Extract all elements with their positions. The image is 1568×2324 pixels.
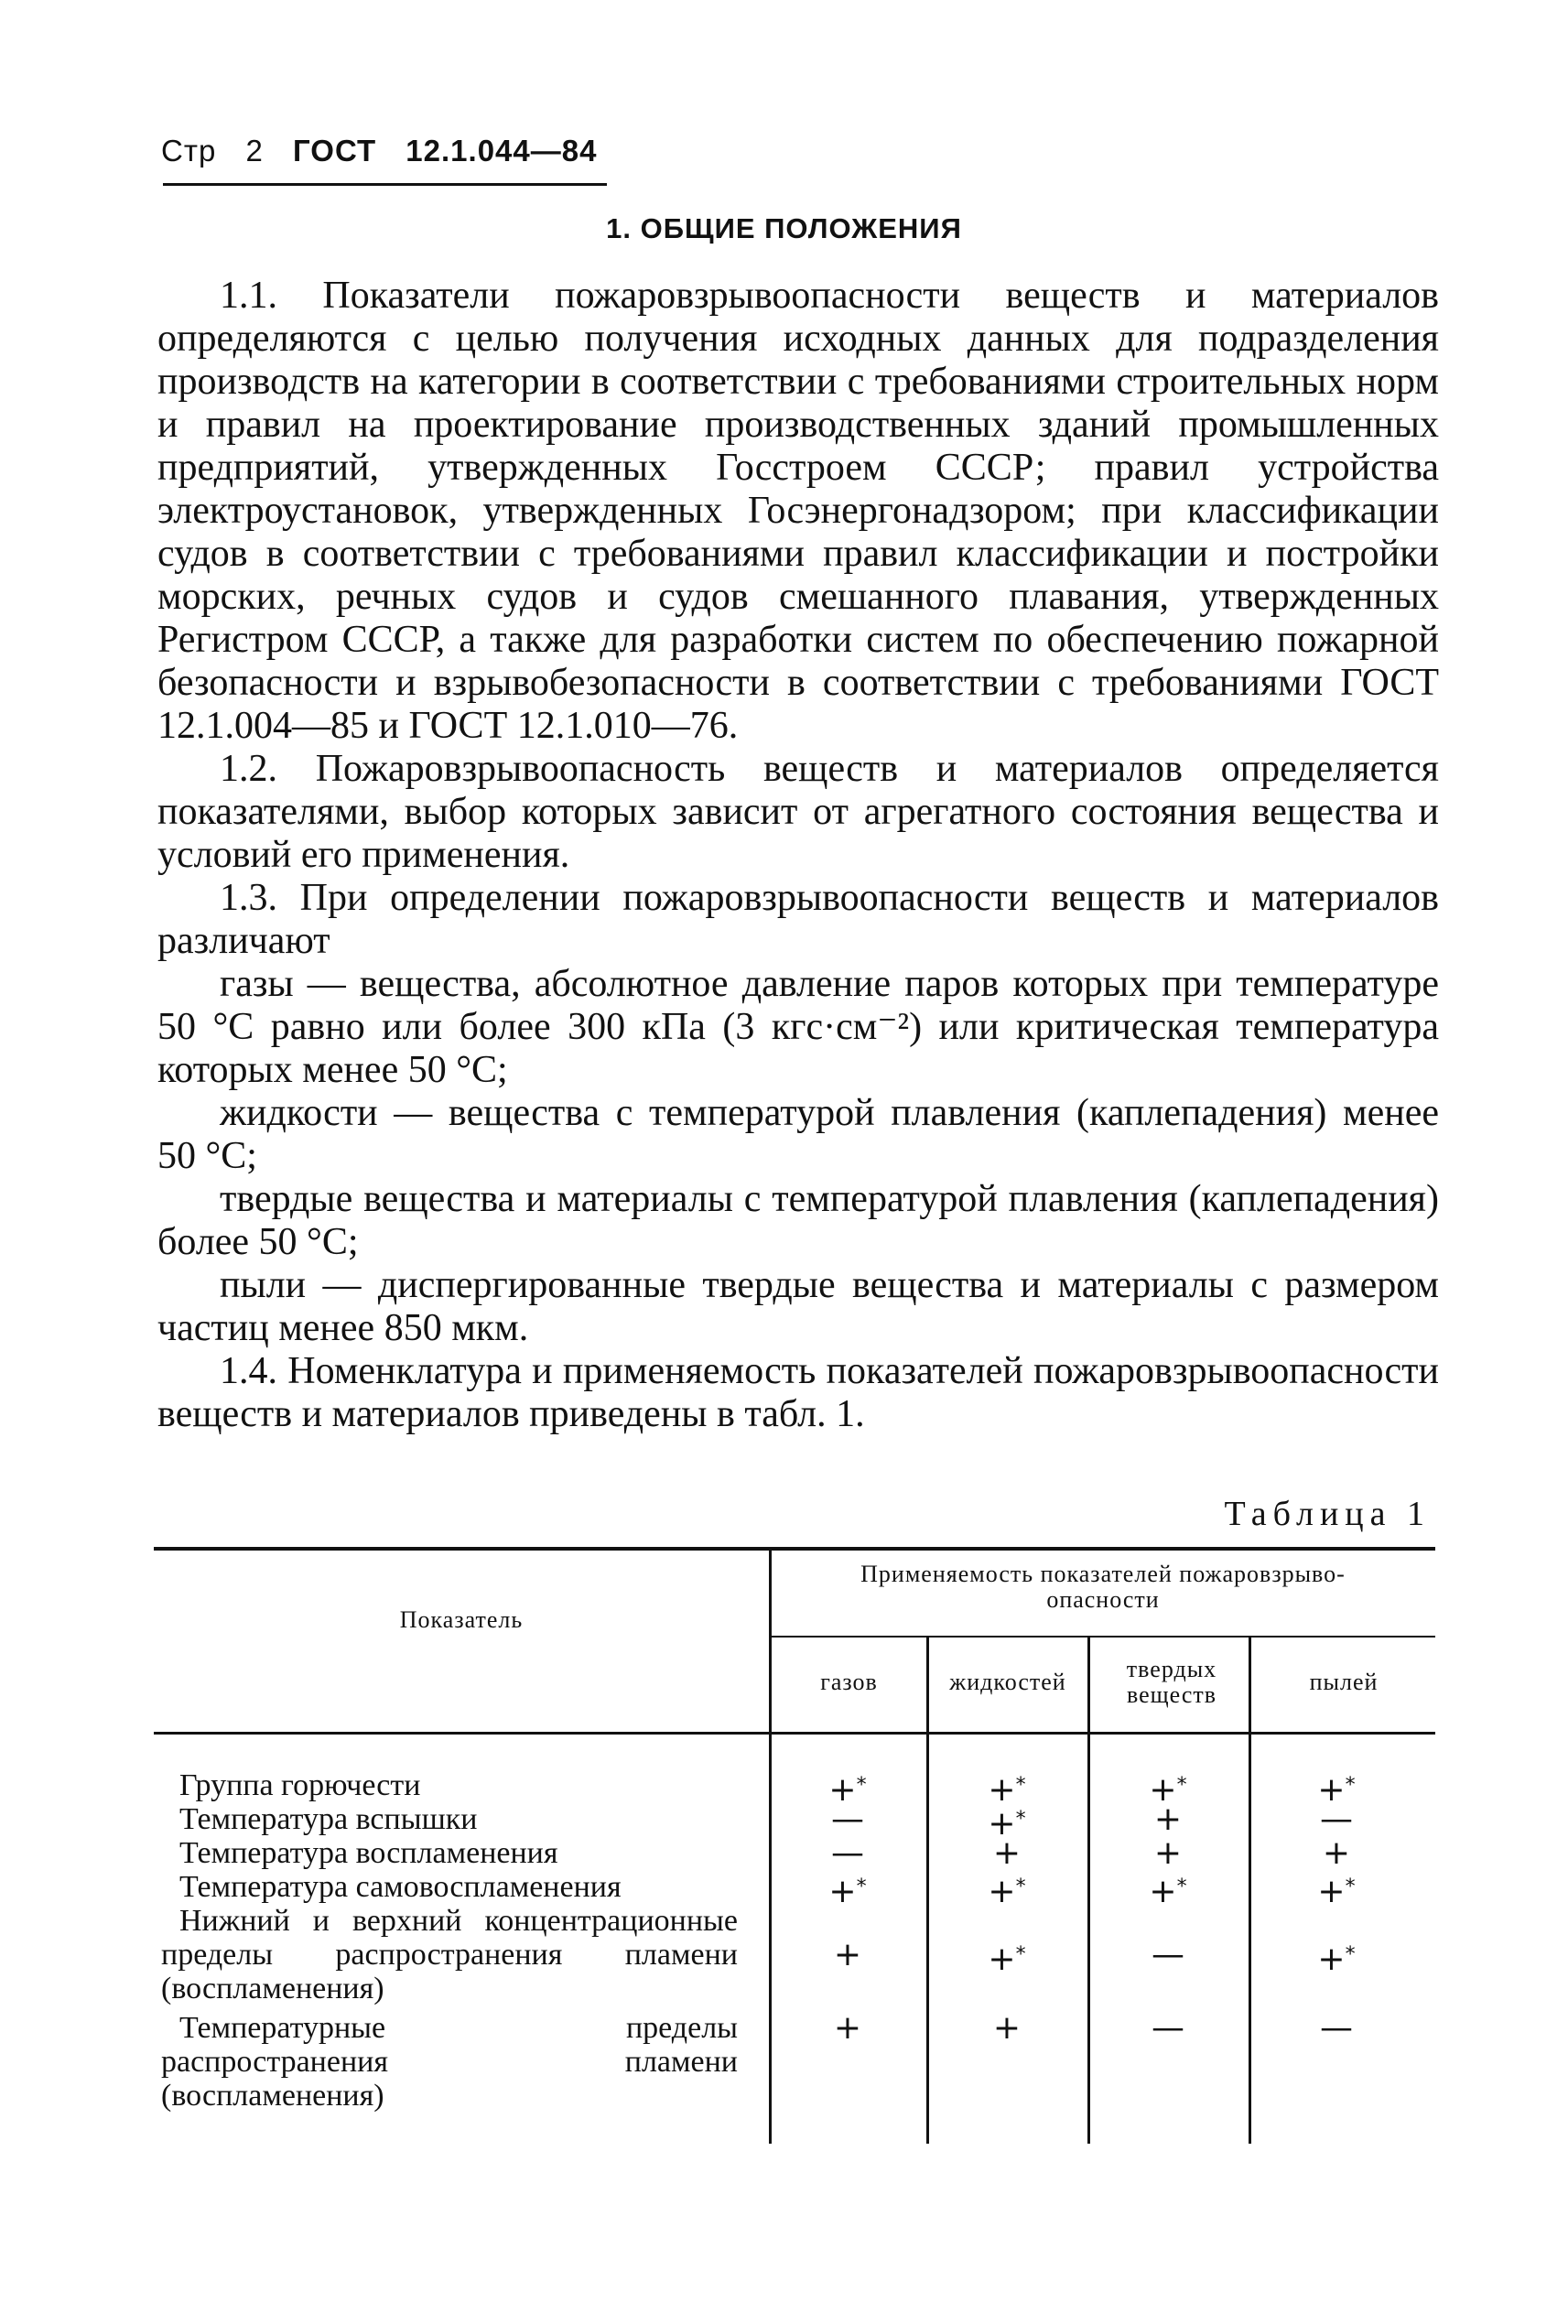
cell-value: +* bbox=[828, 1873, 867, 1910]
cell-value: +* bbox=[988, 1940, 1026, 1978]
definition-liquids: жидкости — вещества с температурой плавления (каплепадения) менее 50 °C; bbox=[157, 1092, 1439, 1177]
table-row-label: Температура воспламенения bbox=[179, 1836, 558, 1870]
col-liquids-header: жидкостей bbox=[949, 1669, 1066, 1695]
cell-value: +* bbox=[988, 1805, 1026, 1843]
table-caption: Таблица 1 bbox=[1224, 1495, 1431, 1533]
body-text bbox=[157, 275, 1439, 1436]
paragraph-1-1: 1.1. Показатели пожаровзрывоопасности веществ и материалов определяются с целью получения исходных данных для подразделения производств на категории в соответствии с требованиями строительных норм и правил на проектирование производственных зданий промышленных предприятий, утвержденных Госстроем СССР; правил устройства электроустановок, утвержденных Госэнергонадзором; при классификации судов в соответствии с требованиями правил классификации и постройки морских, речных судов и судов смешанного плавания, утвержденных Регистром СССР, а также для разработки систем по обеспечению пожарной безопасности и взрывобезопасности в соответствии с требованиями ГОСТ 12.1.004—85 и ГОСТ 12.1.010—76. bbox=[157, 275, 1439, 747]
table-row-label: Температура самовоспламенения bbox=[179, 1870, 622, 1904]
col-indicator-header: Показатель bbox=[399, 1606, 524, 1633]
cell-value: +* bbox=[988, 1873, 1026, 1910]
col-gases-header: газов bbox=[820, 1669, 878, 1695]
running-header bbox=[161, 134, 617, 168]
header-rule bbox=[163, 183, 607, 186]
table-row-label: Температурные пределы распространения пламени (воспламенения) bbox=[161, 2011, 738, 2113]
standard-code: 12.1.044—84 bbox=[406, 134, 598, 168]
definition-gases: газы — вещества, абсолютное давление паров которых при температуре 50 °C равно или более 300 кПа (3 кгс·см⁻²) или критическая температура которых менее 50 °C; bbox=[157, 963, 1439, 1091]
cell-value: +* bbox=[1149, 1771, 1187, 1809]
paragraph-1-4: 1.4. Номенклатура и применяемость показателей пожаровзрывоопасности веществ и материалов приведены в табл. 1. bbox=[157, 1350, 1439, 1435]
table-header-rule bbox=[154, 1732, 1435, 1735]
paragraph-1-3: 1.3. При определении пожаровзрывоопасности веществ и материалов различают bbox=[157, 877, 1439, 962]
col-solids-header: твердых веществ bbox=[1126, 1656, 1217, 1708]
definition-dusts: пыли — диспергированные твердые вещества и материалы с размером частиц менее 850 мкм. bbox=[157, 1264, 1439, 1349]
cell-value: + bbox=[992, 2009, 1022, 2047]
definition-solids: твердые вещества и материалы с температурой плавления (каплепадения) более 50 °C; bbox=[157, 1178, 1439, 1263]
cell-value: — bbox=[1320, 1800, 1353, 1838]
cell-value: — bbox=[1152, 1936, 1184, 1973]
cell-value: — bbox=[1152, 2009, 1184, 2047]
cell-value: + bbox=[833, 2009, 862, 2047]
cell-value: + bbox=[1153, 1800, 1183, 1838]
cell-value: + bbox=[1322, 1834, 1351, 1872]
cell-value: + bbox=[833, 1936, 862, 1973]
cell-value: +* bbox=[828, 1771, 867, 1809]
cell-value: +* bbox=[1317, 1873, 1356, 1910]
table-divider-3 bbox=[1249, 1638, 1251, 2144]
cell-value: — bbox=[831, 1800, 864, 1838]
table-row-label: Температура вспышки bbox=[179, 1802, 478, 1836]
paragraph-1-2: 1.2. Пожаровзрывоопасность веществ и материалов определяется показателями, выбор которых зависит от агрегатного состояния вещества и условий его применения. bbox=[157, 748, 1439, 876]
table-top-rule bbox=[154, 1547, 1435, 1551]
cell-value: + bbox=[1153, 1834, 1183, 1872]
table-divider-2 bbox=[1087, 1638, 1090, 2144]
cell-value: +* bbox=[988, 1771, 1026, 1809]
cell-value: — bbox=[831, 1834, 864, 1872]
page-number: 2 bbox=[245, 134, 264, 168]
group-header-rule bbox=[771, 1636, 1435, 1638]
standard-name: ГОСТ bbox=[293, 134, 377, 168]
col-group-header: Применяемость показателей пожаровзрыво-опасности bbox=[860, 1561, 1346, 1613]
cell-value: — bbox=[1320, 2009, 1353, 2047]
col-dusts-header: пылей bbox=[1309, 1669, 1379, 1695]
table-row-label: Группа горючести bbox=[179, 1768, 421, 1802]
cell-value: + bbox=[992, 1834, 1022, 1872]
cell-value: +* bbox=[1317, 1940, 1356, 1978]
table-divider-main bbox=[769, 1549, 772, 2144]
section-title: 1. ОБЩИЕ ПОЛОЖЕНИЯ bbox=[606, 212, 962, 244]
cell-value: +* bbox=[1149, 1873, 1187, 1910]
table-row-label: Нижний и верхний концентрационные пределы распространения пламени (воспламенения) bbox=[161, 1904, 738, 2005]
page-label: Стр bbox=[161, 134, 217, 168]
cell-value: +* bbox=[1317, 1771, 1356, 1809]
table-divider-1 bbox=[926, 1638, 929, 2144]
